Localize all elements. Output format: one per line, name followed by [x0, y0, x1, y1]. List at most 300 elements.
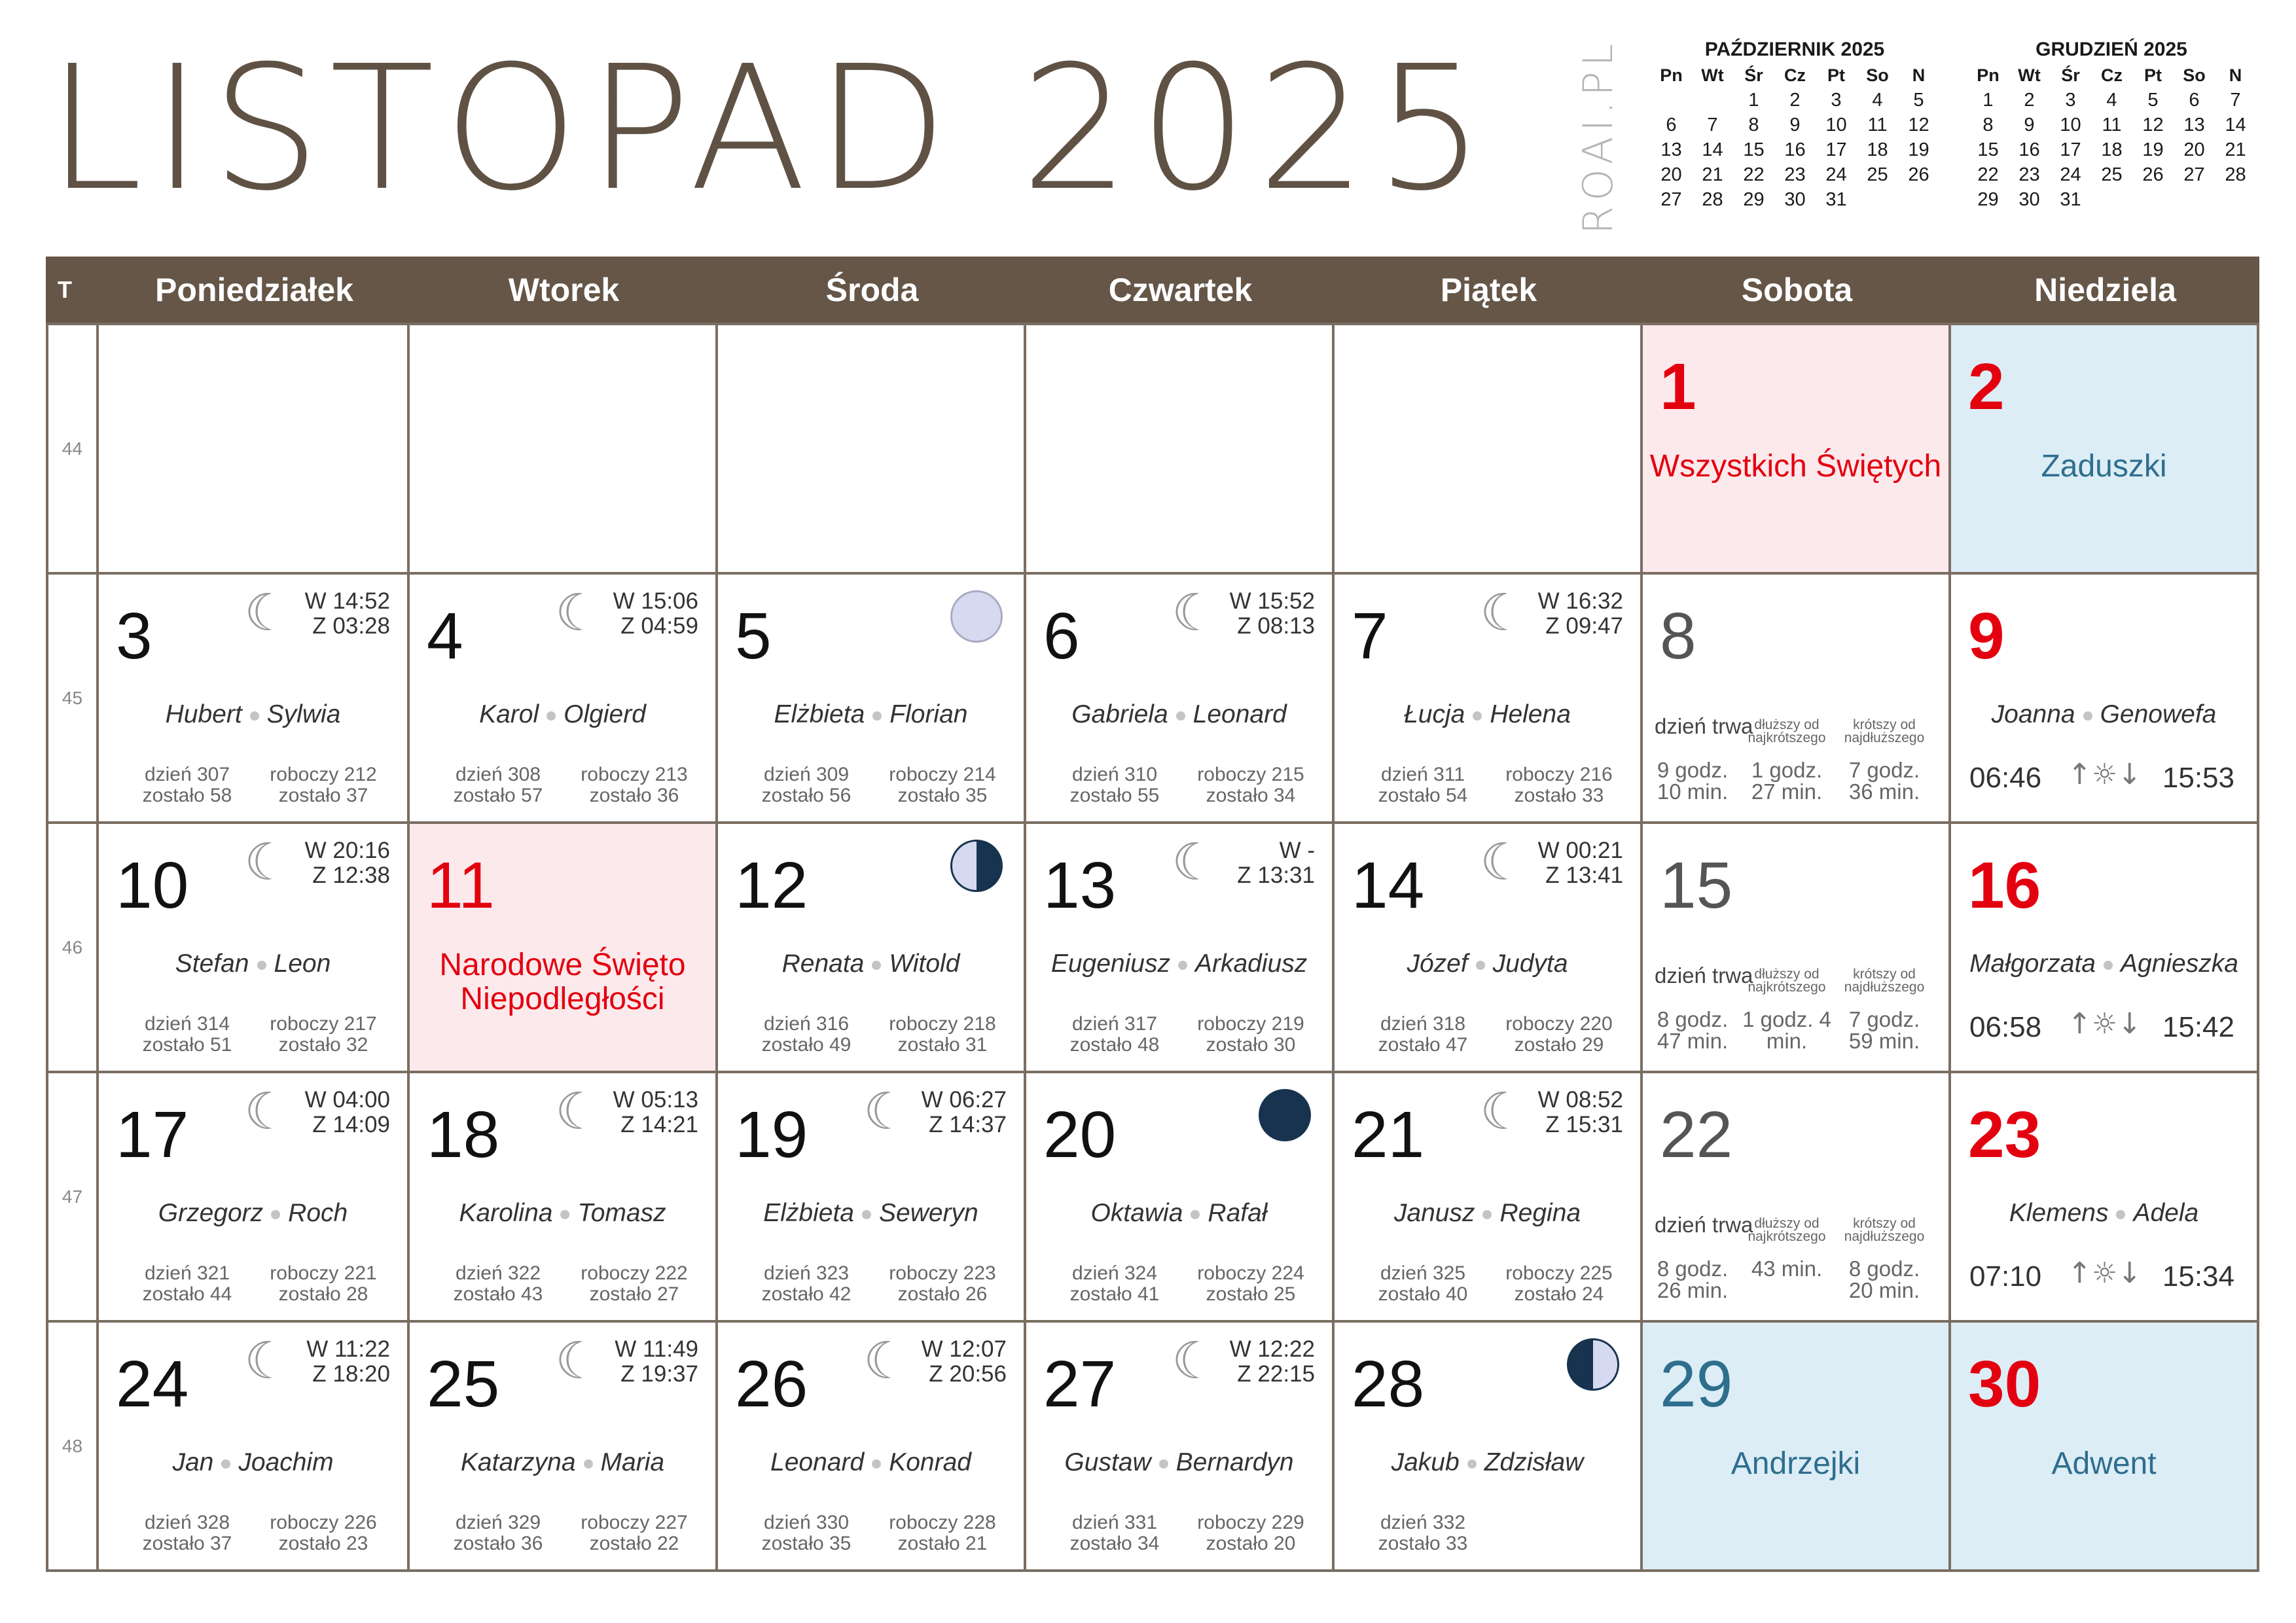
separator-dot — [1473, 711, 1482, 721]
mini-calendar-title: PAŹDZIERNIK 2025 — [1704, 39, 1885, 60]
moonrise-moonset — [305, 838, 390, 888]
day-of-year-number: dzień 318 — [1380, 1013, 1466, 1035]
mini-day: 16 — [1784, 139, 1806, 160]
days-remaining: zostało 37 — [142, 1533, 232, 1554]
name-day — [718, 1448, 1024, 1477]
working-days — [874, 1512, 1011, 1554]
working-days-remaining: zostało 20 — [1206, 1533, 1296, 1554]
shorter-than-longest-label: krótszy od najdłuższego — [1844, 1216, 1925, 1244]
day-of-year-number: dzień 328 — [144, 1512, 230, 1533]
days-remaining: zostało 56 — [761, 785, 852, 806]
mini-day: 21 — [1702, 164, 1723, 185]
name-day-first: Renata — [781, 950, 865, 978]
day-cell — [1024, 821, 1335, 1073]
shorter-than-longest-value: 8 godz. 20 min. — [1848, 1257, 1920, 1302]
separator-dot — [872, 961, 881, 970]
mini-day: 3 — [2065, 90, 2076, 111]
mini-weekday-label: Wt — [2018, 65, 2041, 85]
name-day-second: Agnieszka — [2121, 950, 2238, 978]
separator-dot — [560, 1210, 569, 1219]
separator-dot — [257, 961, 266, 970]
day-of-year — [1059, 1263, 1170, 1305]
name-day — [1335, 700, 1640, 729]
day-number: 22 — [1660, 1098, 1733, 1171]
name-day-second: Witold — [889, 950, 960, 978]
day-cell — [407, 572, 718, 824]
crescent-moon-icon: ☾ — [244, 833, 290, 892]
day-number: 19 — [735, 1098, 808, 1171]
mini-day: 24 — [1825, 164, 1847, 185]
name-day-second: Rafał — [1208, 1199, 1268, 1227]
name-day-second: Maria — [600, 1448, 665, 1476]
mini-day: 14 — [2225, 115, 2246, 135]
moonset-time: Z 22:15 — [1237, 1361, 1315, 1387]
working-days-remaining: zostało 32 — [278, 1034, 368, 1056]
day-cell — [1948, 323, 2259, 575]
mini-weekday-label: Śr — [1744, 65, 1763, 85]
day-number: 8 — [1660, 599, 1696, 673]
day-cell — [407, 323, 718, 575]
day-cell — [715, 1071, 1026, 1323]
mini-day: 26 — [2142, 164, 2164, 185]
day-number: 20 — [1043, 1098, 1117, 1171]
mini-day: 20 — [1660, 164, 1682, 185]
month-grid — [46, 257, 2259, 1571]
shorter-than-longest-value: 7 godz. 36 min. — [1848, 758, 1920, 804]
weekday-header: Wtorek — [410, 257, 718, 323]
moonrise-time: W 15:06 — [613, 588, 698, 614]
day-cell — [1640, 1320, 1951, 1572]
moonset-time: Z 20:56 — [929, 1361, 1007, 1387]
mini-weekday-label: So — [2183, 65, 2206, 85]
days-remaining: zostało 48 — [1069, 1034, 1160, 1056]
mini-day: 14 — [1702, 139, 1723, 160]
working-days-remaining: zostało 34 — [1206, 785, 1296, 806]
mini-day — [1692, 88, 1733, 113]
mini-day: 30 — [2018, 189, 2040, 210]
holiday-name: Zaduszki — [2041, 449, 2167, 484]
name-day — [1335, 950, 1640, 978]
day-number: 17 — [116, 1098, 189, 1171]
day-cell — [1024, 323, 1335, 575]
days-remaining: zostało 57 — [453, 785, 543, 806]
days-remaining: zostało 54 — [1378, 785, 1468, 806]
mini-day: 1 — [1748, 90, 1759, 111]
name-day-first: Janusz — [1393, 1199, 1475, 1227]
day-number: 1 — [1660, 350, 1696, 423]
working-days — [874, 764, 1011, 806]
day-of-year-number: dzień 322 — [455, 1262, 541, 1284]
day-of-year — [751, 1014, 862, 1056]
days-remaining: zostało 35 — [761, 1533, 852, 1554]
weekday-header: Środa — [718, 257, 1026, 323]
day-cell — [1948, 821, 2259, 1073]
name-day-first: Karol — [479, 700, 539, 728]
mini-day: 4 — [2106, 90, 2117, 111]
day-of-year — [1367, 1263, 1479, 1305]
mini-weekday-label: Śr — [2061, 65, 2080, 85]
name-day-first: Joanna — [1991, 700, 2075, 728]
name-day-second: Judyta — [1492, 950, 1568, 978]
working-day-number: roboczy 221 — [270, 1262, 377, 1284]
name-day-second: Konrad — [889, 1448, 971, 1476]
day-number: 16 — [1968, 849, 2041, 922]
day-cell — [1640, 821, 1951, 1073]
name-day — [1951, 700, 2257, 729]
working-day-number: roboczy 220 — [1505, 1013, 1613, 1035]
moonrise-time: W 11:22 — [306, 1336, 390, 1362]
crescent-moon-icon: ☾ — [555, 1332, 601, 1391]
name-day-second: Adela — [2133, 1199, 2199, 1227]
separator-dot — [584, 1459, 593, 1469]
working-days-remaining: zostało 33 — [1514, 785, 1604, 806]
separator-dot — [1482, 1210, 1492, 1219]
separator-dot — [547, 711, 556, 721]
day-number: 23 — [1968, 1098, 2041, 1171]
day-number: 9 — [1968, 599, 2005, 673]
day-of-year-number: dzień 311 — [1381, 764, 1465, 785]
day-cell — [715, 572, 1026, 824]
day-of-year — [751, 1263, 862, 1305]
name-day-first: Elżbieta — [763, 1199, 854, 1227]
mini-day: 22 — [1977, 164, 1999, 185]
moonrise-time: W 04:00 — [304, 1087, 390, 1113]
mini-day: 13 — [1660, 139, 1682, 160]
mini-weekday-label: So — [1866, 65, 1889, 85]
working-days — [255, 764, 392, 806]
mini-day: 17 — [2060, 139, 2081, 160]
working-days-remaining: zostało 30 — [1206, 1034, 1296, 1056]
mini-weekday-label: Cz — [2101, 65, 2123, 85]
day-cell — [1640, 572, 1951, 824]
weekday-header: Sobota — [1643, 257, 1951, 323]
mini-day: 15 — [1977, 139, 1999, 160]
mini-day: 6 — [2189, 90, 2200, 111]
name-day-first: Klemens — [2009, 1199, 2109, 1227]
mini-day: 28 — [1702, 189, 1723, 210]
moonset-time: Z 13:41 — [1545, 863, 1623, 888]
crescent-moon-icon: ☾ — [244, 1082, 290, 1141]
mini-day: 7 — [2230, 90, 2241, 111]
moon-phase-new-icon — [1259, 1089, 1311, 1141]
days-remaining: zostało 34 — [1069, 1533, 1160, 1554]
day-cell — [715, 1320, 1026, 1572]
mini-day: 3 — [1831, 90, 1842, 111]
name-day-first: Jakub — [1391, 1448, 1460, 1476]
days-remaining: zostało 33 — [1378, 1533, 1468, 1554]
mini-day: 19 — [1908, 139, 1929, 160]
name-day-first: Katarzyna — [460, 1448, 576, 1476]
day-of-year-number: dzień 314 — [144, 1013, 230, 1035]
mini-weekday-label: Pn — [1977, 65, 2000, 85]
day-of-year — [1059, 1512, 1170, 1554]
moonset-time: Z 14:09 — [312, 1112, 390, 1137]
mini-weekday-label: Cz — [1784, 65, 1806, 85]
day-cell — [96, 323, 410, 575]
working-days — [1182, 764, 1319, 806]
mini-day: 12 — [2142, 115, 2164, 135]
separator-dot — [2104, 961, 2113, 970]
day-number: 26 — [735, 1347, 808, 1421]
days-remaining: zostało 40 — [1378, 1283, 1468, 1305]
working-days — [1490, 764, 1628, 806]
day-of-year-number: dzień 331 — [1071, 1512, 1158, 1533]
separator-dot — [271, 1210, 280, 1219]
moonrise-moonset — [305, 589, 390, 639]
sunset-time: 15:42 — [2162, 1011, 2234, 1043]
working-days — [565, 764, 703, 806]
crescent-moon-icon: ☾ — [863, 1332, 909, 1391]
day-number: 29 — [1660, 1347, 1733, 1421]
day-number: 12 — [735, 849, 808, 922]
working-day-number: roboczy 216 — [1505, 764, 1613, 785]
name-day — [718, 1199, 1024, 1228]
day-of-year — [132, 1512, 243, 1554]
moonrise-time: W 15:52 — [1229, 588, 1315, 614]
day-of-year-number: dzień 308 — [455, 764, 541, 785]
name-day-second: Florian — [889, 700, 968, 728]
crescent-moon-icon: ☾ — [1480, 833, 1526, 892]
working-days — [1182, 1512, 1319, 1554]
working-day-number: roboczy 215 — [1197, 764, 1304, 785]
working-day-number: roboczy 213 — [581, 764, 688, 785]
separator-dot — [1467, 1459, 1477, 1469]
day-number: 18 — [427, 1098, 500, 1171]
moonset-time: Z 14:21 — [620, 1112, 698, 1137]
working-day-number: roboczy 228 — [889, 1512, 996, 1533]
day-of-year-number: dzień 321 — [144, 1262, 230, 1284]
day-cell — [407, 1071, 718, 1323]
moonrise-moonset — [1230, 589, 1315, 639]
moonrise-time: W - — [1279, 838, 1315, 863]
mini-calendar-grid — [1651, 63, 1939, 212]
holiday-name: Andrzejki — [1731, 1446, 1861, 1481]
crescent-moon-icon: ☾ — [1480, 584, 1526, 643]
mini-calendar-title: GRUDZIEŃ 2025 — [2036, 39, 2187, 60]
separator-dot — [221, 1459, 230, 1469]
working-days-remaining: zostało 28 — [278, 1283, 368, 1305]
name-day — [99, 950, 407, 978]
mini-day: 7 — [1707, 115, 1718, 135]
name-day-first: Karolina — [459, 1199, 553, 1227]
day-number: 14 — [1352, 849, 1425, 922]
day-cell — [1332, 1320, 1643, 1572]
working-days-remaining: zostało 37 — [278, 785, 368, 806]
name-day-second: Olgierd — [564, 700, 646, 728]
day-cell — [715, 821, 1026, 1073]
day-of-year — [442, 1263, 554, 1305]
name-day — [1026, 950, 1332, 978]
working-day-number: roboczy 218 — [889, 1013, 996, 1035]
mini-day: 11 — [2102, 115, 2122, 135]
mini-day: 10 — [1825, 115, 1847, 135]
name-day-second: Genowefa — [2100, 700, 2217, 728]
day-of-year — [1367, 1014, 1479, 1056]
moonset-time: Z 15:31 — [1545, 1112, 1623, 1137]
name-day-second: Leonard — [1193, 700, 1287, 728]
day-number: 13 — [1043, 849, 1117, 922]
mini-day: 29 — [1743, 189, 1765, 210]
day-cell — [96, 1071, 410, 1323]
working-days-remaining: zostało 29 — [1514, 1034, 1604, 1056]
day-cell — [1640, 323, 1951, 575]
sunrise-time: 06:46 — [1969, 762, 2042, 794]
name-day-first: Grzegorz — [158, 1199, 264, 1227]
working-days — [1182, 1263, 1319, 1305]
week-number: 46 — [46, 821, 99, 1073]
mini-day: 23 — [1784, 164, 1806, 185]
day-of-year — [1367, 1512, 1479, 1554]
working-day-number: roboczy 227 — [581, 1512, 688, 1533]
day-number: 10 — [116, 849, 189, 922]
separator-dot — [1178, 961, 1187, 970]
moonrise-time: W 00:21 — [1537, 838, 1623, 863]
mini-day: 29 — [1977, 189, 1999, 210]
day-length-label: dzień trwa — [1655, 1213, 1753, 1237]
longer-than-shortest-value: 1 godz. 27 min. — [1751, 758, 1823, 804]
day-of-year-number: dzień 309 — [763, 764, 850, 785]
day-cell — [1024, 572, 1335, 824]
day-length-value: 8 godz. 26 min. — [1657, 1257, 1729, 1302]
working-day-number: roboczy 223 — [889, 1262, 996, 1284]
working-day-number: roboczy 219 — [1197, 1013, 1304, 1035]
working-days-remaining: zostało 22 — [589, 1533, 679, 1554]
working-days-remaining: zostało 23 — [278, 1533, 368, 1554]
mini-day: 9 — [1789, 115, 1801, 135]
working-day-number: roboczy 214 — [889, 764, 996, 785]
name-day-first: Leonard — [770, 1448, 865, 1476]
days-remaining: zostało 55 — [1069, 785, 1160, 806]
mini-day: 31 — [2060, 189, 2081, 210]
mini-day — [1898, 187, 1939, 212]
moonrise-moonset — [613, 1088, 698, 1137]
day-number: 24 — [116, 1347, 189, 1421]
mini-day — [2091, 187, 2132, 212]
mini-day: 21 — [2225, 139, 2246, 160]
day-of-year-number: dzień 323 — [763, 1262, 850, 1284]
mini-day: 10 — [2060, 115, 2081, 135]
longer-than-shortest-value: 43 min. — [1751, 1257, 1823, 1281]
name-day-second: Seweryn — [879, 1199, 978, 1227]
working-days-remaining: zostało 27 — [589, 1283, 679, 1305]
mini-day: 8 — [1748, 115, 1759, 135]
day-number: 5 — [735, 599, 772, 673]
day-of-year-number: dzień 332 — [1380, 1512, 1466, 1533]
day-number: 15 — [1660, 849, 1733, 922]
name-day — [1026, 1199, 1332, 1228]
mini-day — [1857, 187, 1898, 212]
sunrise-time: 07:10 — [1969, 1260, 2042, 1293]
day-number: 2 — [1968, 350, 2005, 423]
week-number: 48 — [46, 1320, 99, 1572]
moonrise-moonset — [613, 589, 698, 639]
mini-weekday-label: N — [2229, 65, 2242, 85]
moonset-time: Z 03:28 — [312, 613, 390, 639]
separator-dot — [250, 711, 259, 721]
mini-weekday-label: N — [1912, 65, 1926, 85]
moonset-time: Z 13:31 — [1237, 863, 1315, 888]
day-cell — [1332, 323, 1643, 575]
shorter-than-longest-value: 7 godz. 59 min. — [1848, 1007, 1920, 1053]
moon-phase-fq-icon — [950, 840, 1003, 892]
day-length-value: 8 godz. 47 min. — [1657, 1007, 1729, 1053]
name-day-first: Stefan — [175, 950, 249, 978]
mini-day: 27 — [2183, 164, 2205, 185]
day-cell — [1640, 1071, 1951, 1323]
mini-day: 2 — [1789, 90, 1801, 111]
separator-dot — [2083, 711, 2092, 721]
name-day-second: Helena — [1490, 700, 1571, 728]
moon-phase-lq-icon — [1567, 1338, 1619, 1391]
name-day — [410, 1199, 715, 1228]
name-day — [99, 1199, 407, 1228]
days-remaining: zostało 36 — [453, 1533, 543, 1554]
day-number: 28 — [1352, 1347, 1425, 1421]
day-number: 27 — [1043, 1347, 1117, 1421]
mini-day: 13 — [2183, 115, 2205, 135]
moonset-time: Z 09:47 — [1545, 613, 1623, 639]
day-cell — [715, 323, 1026, 575]
brand-logo: ROAI.PL — [1574, 38, 1622, 234]
working-days-remaining: zostało 26 — [897, 1283, 988, 1305]
mini-day: 6 — [1666, 115, 1677, 135]
moonrise-time: W 08:52 — [1537, 1087, 1623, 1113]
page-title: LISTOPAD 2025 — [47, 29, 1494, 228]
name-day-first: Józef — [1407, 950, 1468, 978]
weekday-header: Czwartek — [1026, 257, 1335, 323]
day-of-year-number: dzień 317 — [1071, 1013, 1158, 1035]
day-of-year — [751, 764, 862, 806]
mini-day: 18 — [1867, 139, 1888, 160]
name-day-second: Arkadiusz — [1194, 950, 1308, 978]
day-number: 3 — [116, 599, 152, 673]
name-day-first: Małgorzata — [1969, 950, 2096, 978]
day-of-year-number: dzień 325 — [1380, 1262, 1466, 1284]
mini-calendar-october — [1651, 37, 1939, 212]
day-cell — [1332, 821, 1643, 1073]
mini-day: 12 — [1908, 115, 1929, 135]
mini-day — [1651, 88, 1692, 113]
sunrise-time: 06:58 — [1969, 1011, 2042, 1043]
separator-dot — [1476, 961, 1485, 970]
mini-day: 16 — [2018, 139, 2040, 160]
mini-day: 4 — [1872, 90, 1883, 111]
moonrise-moonset — [1538, 1088, 1623, 1137]
moonrise-time: W 05:13 — [613, 1087, 698, 1113]
sunset-time: 15:53 — [2162, 762, 2234, 794]
working-days — [255, 1014, 392, 1056]
mini-day: 26 — [1908, 164, 1929, 185]
separator-dot — [872, 1459, 881, 1469]
mini-day: 19 — [2142, 139, 2164, 160]
mini-calendar-grid — [1967, 63, 2255, 212]
crescent-moon-icon: ☾ — [1172, 1332, 1217, 1391]
mini-weekday-label: Pt — [1827, 65, 1845, 85]
moonrise-time: W 11:49 — [615, 1336, 698, 1362]
longer-than-shortest-label: dłuższy od najkrótszego — [1748, 1216, 1826, 1244]
working-days-remaining: zostało 35 — [897, 785, 988, 806]
mini-day: 11 — [1867, 115, 1888, 135]
mini-day: 25 — [2101, 164, 2123, 185]
day-number: 7 — [1352, 599, 1388, 673]
mini-weekday-label: Pt — [2144, 65, 2162, 85]
moonrise-moonset — [1538, 838, 1623, 888]
name-day — [1026, 700, 1332, 729]
separator-dot — [1191, 1210, 1200, 1219]
moonrise-time: W 12:07 — [921, 1336, 1007, 1362]
name-day-first: Gustaw — [1064, 1448, 1151, 1476]
mini-day: 28 — [2225, 164, 2246, 185]
